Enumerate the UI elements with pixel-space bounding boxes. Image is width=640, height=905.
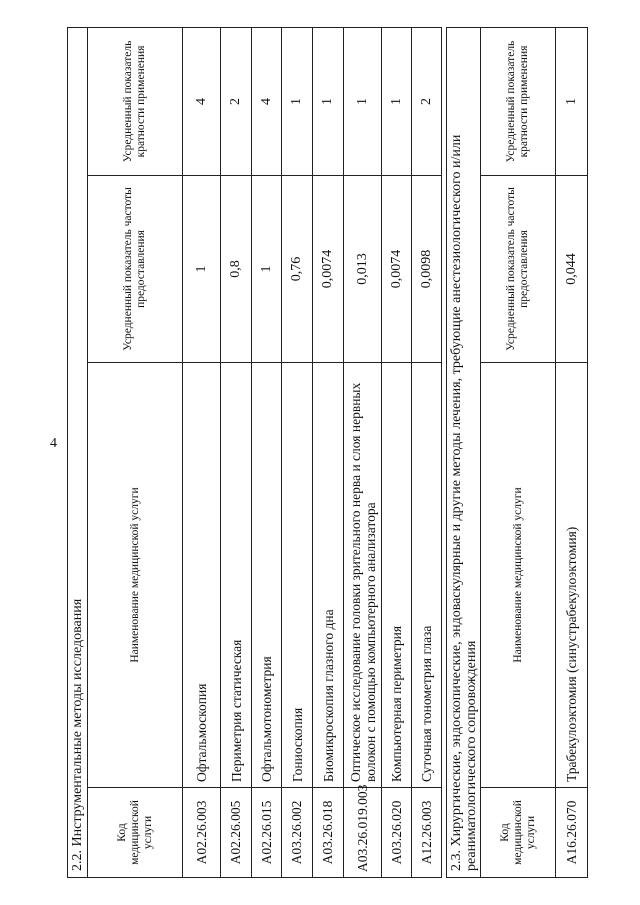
- header-row: [88, 27, 183, 877]
- section-title-row: [68, 27, 88, 877]
- service-name: Гониоскопия: [282, 363, 313, 788]
- frequency-value: 1: [183, 176, 221, 363]
- service-name: Офтальмоскопия: [183, 363, 221, 788]
- header-name: Наименование медицинской услуги: [88, 363, 183, 788]
- page-number: 4: [50, 436, 57, 451]
- section-title: 2.2. Инструментальные методы исследования: [68, 27, 88, 877]
- header-frequency: Усредненный показатель частоты предоставления: [481, 176, 556, 363]
- multiplicity-value: 1: [282, 27, 313, 175]
- service-name: Периметрия статическая: [221, 363, 252, 788]
- service-code: A16.26.070: [556, 788, 588, 878]
- multiplicity-value: 2: [412, 27, 442, 175]
- service-code: A03.26.019.003: [344, 788, 382, 878]
- header-multiplicity: Усредненный показатель кратности применения: [88, 27, 183, 175]
- multiplicity-value: 1: [313, 27, 344, 175]
- table-row: [382, 27, 412, 877]
- table-row: [183, 27, 221, 877]
- multiplicity-value: 1: [344, 27, 382, 175]
- table-row: [344, 27, 382, 877]
- header-multiplicity: Усредненный показатель кратности применения: [481, 28, 556, 176]
- frequency-value: 0,044: [556, 176, 588, 363]
- service-name: Трабекулоэктомия (синустрабекулоэктомия): [556, 363, 588, 788]
- service-name: Компьютерная периметрия: [382, 363, 412, 788]
- service-code: A12.26.003: [412, 788, 442, 878]
- service-name: Оптическое исследование головки зрительного нерва и слоя нервных волокон с помощью компьютерного анализатора: [344, 363, 382, 788]
- multiplicity-value: 2: [221, 27, 252, 175]
- service-code: A03.26.002: [282, 788, 313, 878]
- service-code: A03.26.020: [382, 788, 412, 878]
- service-code: A02.26.003: [183, 788, 221, 878]
- service-code: A02.26.005: [221, 788, 252, 878]
- header-row: [481, 28, 556, 878]
- section-title: 2.3. Хирургические, эндоскопические, эндоваскулярные и другие методы лечения, требующие анестезиологического и/или реаниматологического сопровождения: [447, 28, 481, 878]
- table-row: [556, 28, 588, 878]
- frequency-value: 0,8: [221, 176, 252, 363]
- header-name: Наименование медицинской услуги: [481, 363, 556, 788]
- multiplicity-value: 1: [382, 27, 412, 175]
- header-frequency: Усредненный показатель частоты предоставления: [88, 176, 183, 363]
- header-code: Код медицинской услуги: [481, 788, 556, 878]
- multiplicity-value: 1: [556, 28, 588, 176]
- service-name: Суточная тонометрия глаза: [412, 363, 442, 788]
- service-name: Биомикроскопия глазного дна: [313, 363, 344, 788]
- frequency-value: 0,0098: [412, 176, 442, 363]
- service-code: A02.26.015: [252, 788, 282, 878]
- surgical-methods-table: [446, 27, 588, 878]
- frequency-value: 0,013: [344, 176, 382, 363]
- table-row: [252, 27, 282, 877]
- frequency-value: 0,0074: [313, 176, 344, 363]
- table-row: [221, 27, 252, 877]
- service-code: A03.26.018: [313, 788, 344, 878]
- header-code: Код медицинской услуги: [88, 788, 183, 878]
- section-title-row: [447, 28, 481, 878]
- multiplicity-value: 4: [252, 27, 282, 175]
- table-row: [282, 27, 313, 877]
- table-row: [412, 27, 442, 877]
- frequency-value: 0,0074: [382, 176, 412, 363]
- frequency-value: 0,76: [282, 176, 313, 363]
- frequency-value: 1: [252, 176, 282, 363]
- service-name: Офтальмотонометрия: [252, 363, 282, 788]
- table-row: [313, 27, 344, 877]
- rotated-page-content: [67, 28, 579, 878]
- instrumental-methods-table: [67, 27, 442, 878]
- multiplicity-value: 4: [183, 27, 221, 175]
